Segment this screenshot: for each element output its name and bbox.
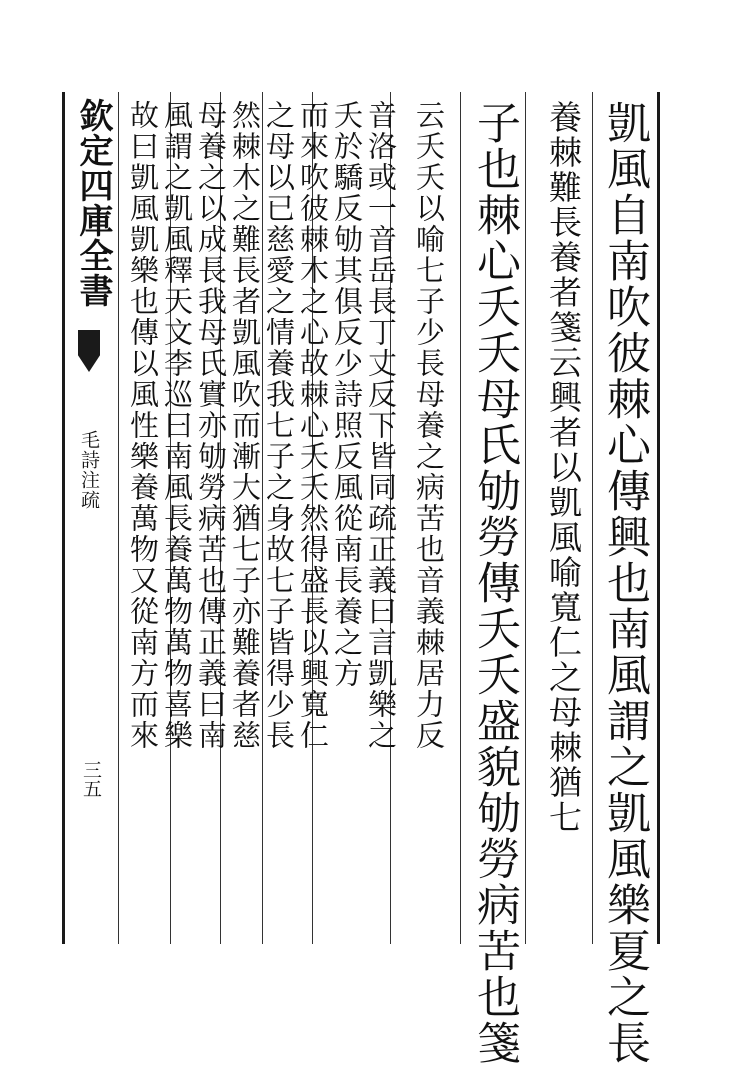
text-column-11: 風謂之凱風釋天文李巡曰南風長養萬物萬物喜樂 — [160, 100, 194, 751]
column-rule — [525, 92, 526, 944]
book-name: 毛詩注疏 — [78, 430, 100, 510]
text-column-12: 故曰凱風凱樂也傳以風性樂養萬物又從南方而來 — [126, 100, 160, 751]
text-column-5: 音洛或一音岳長丁丈反下皆同疏正義曰言凱樂之 — [364, 100, 398, 751]
text-column-10: 母養之以成長我母氏實亦劬勞病苦也傳正義曰南 — [194, 100, 228, 751]
text-column-9: 然棘木之難長者凱風吹而漸大猶七子亦難養者慈 — [228, 100, 262, 751]
margin-divider — [118, 92, 119, 944]
text-column-6: 夭於驕反劬其俱反少詩照反風從南長養之方 — [330, 100, 364, 689]
column-rule — [592, 92, 593, 944]
text-column-4: 云夭夭以喻七子少長母養之病苦也音義棘居力反 — [412, 100, 446, 751]
text-column-7: 而來吹彼棘木之心故棘心夭夭然得盛長以興寬仁 — [296, 100, 330, 751]
margin-title: 欽定四庫全書 — [73, 98, 113, 308]
page-number: 三五 — [80, 760, 102, 798]
text-column-1: 凱風自南吹彼棘心傳興也南風謂之凱風樂夏之長 — [599, 100, 650, 1066]
column-rule — [460, 92, 461, 944]
text-column-8: 之母以已慈愛之情養我七子之身故七子皆得少長 — [262, 100, 296, 751]
text-column-2: 養棘難長養者箋云興者以凱風喻寬仁之母棘猶七 — [544, 100, 583, 835]
text-column-3: 子也棘心夭夭母氏劬勞傳夭夭盛貌劬勞病苦也箋 — [469, 100, 520, 1066]
